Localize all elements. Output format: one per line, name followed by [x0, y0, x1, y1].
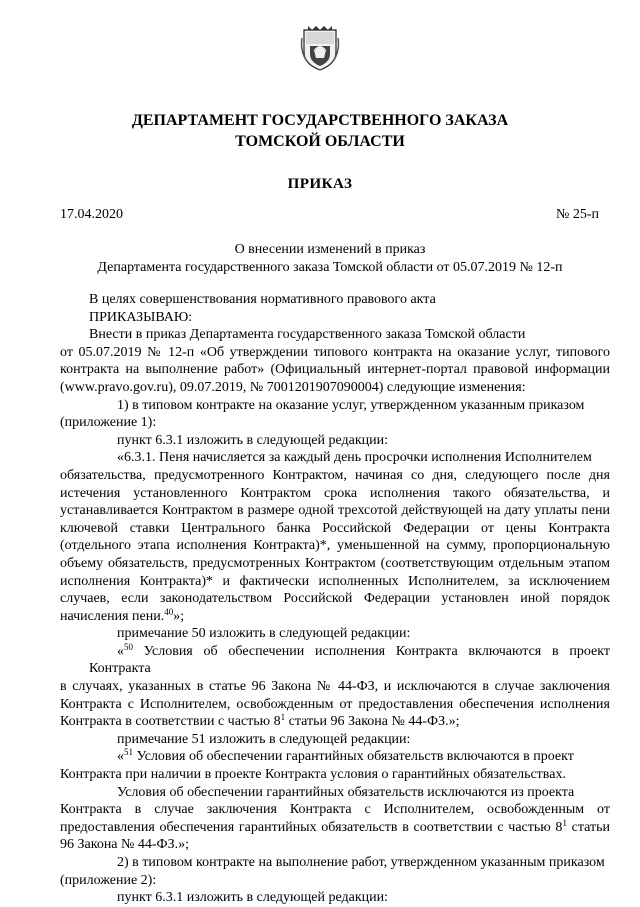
- item-2: 2) в типовом контракте на выполнение работ, утвержденном указанным приказом: [117, 855, 605, 870]
- document-subject: [60, 241, 600, 277]
- subject-line1: О внесении изменений в приказ: [234, 242, 426, 257]
- coat-of-arms-icon: [300, 24, 340, 72]
- clause-intro: пункт 6.3.1 изложить в следующей редакции:: [117, 432, 388, 448]
- document-number: № 25-п: [555, 207, 599, 222]
- note-51-second-continuation: Контракта в случае заключения Контракта с Исполнителем, освобожденным от предоставления обеспечения гарантийных обязательств в соответствии с частью $8^1$ статьи 96 Закона № 44-ФЗ.»;: [60, 802, 610, 853]
- organization-name-line2: ТОМСКОЙ ОБЛАСТИ: [235, 133, 405, 150]
- item-2-continuation: (приложение 2):: [60, 872, 157, 888]
- note-51-second-paragraph: Условия об обеспечении гарантийных обязательств исключаются из проекта: [117, 784, 575, 800]
- footnote-ref-51: 51: [124, 747, 133, 758]
- organization-name-line1: ДЕПАРТАМЕНТ ГОСУДАРСТВЕННОГО ЗАКАЗА: [131, 112, 509, 129]
- footnote-ref-50: 50: [124, 641, 133, 652]
- footnote-ref-40: 40: [164, 606, 174, 617]
- intro-continuation: от 05.07.2019 № 12-п «Об утверждении типового контракта на оказание услуг, типового контракта на выполнение работ» (Официальный интернет-портал правовой информации (www.pravo.gov.ru), 09.07.2019, № 7001201907090004) следующие изменения:: [60, 344, 610, 395]
- clause-2-intro: пункт 6.3.1 изложить в следующей редакции:: [117, 890, 388, 906]
- document-body: [60, 291, 610, 907]
- note-51-intro: примечание 51 изложить в следующей редакции:: [117, 731, 411, 747]
- item-1: 1) в типовом контракте на оказание услуг, утвержденном указанным приказом: [117, 397, 585, 413]
- note-51-text: «$^{51}$ Условия об обеспечении гарантийных обязательств включаются в проект: [117, 747, 574, 765]
- clause-continuation: обязательства, предусмотренного Контрактом, начиная со дня, следующего после дня истечения установленного Контрактом срока исполнения такого обязательства, и устанавливается Контрактом в размере одной трехсотой действующей на дату уплаты пени ключевой ставки Центрального банка Российской Федерации от цены Контракта (отдельного этапа исполнения Контракта)*, уменьшенной на сумму, пропорциональную объему обязательств, предусмотренных Контрактом (соответствующим отдельным этапом исполнения Контракта)* и фактически исполненных Исполнителем, за исключением случаев, если законодательством Российской Федерации установлен иной порядок начисления пени.$^{40}$»;: [60, 467, 610, 624]
- item-1-continuation: (приложение 1):: [60, 415, 157, 431]
- note-50-intro: примечание 50 изложить в следующей редакции:: [117, 626, 411, 642]
- note-50-continuation: в случаях, указанных в статье 96 Закона № 44-ФЗ, и исключаются в случае заключения Контракта с Исполнителем, освобожденным от предоставления обеспечения исполнения Контракта в соответствии с частью $8^1$ статьи 96 Закона № 44-ФЗ.»;: [60, 679, 610, 730]
- document-type: ПРИКАЗ: [287, 176, 353, 192]
- clause-text: «6.3.1. Пеня начисляется за каждый день просрочки исполнения Исполнителем: [117, 450, 592, 466]
- preamble: В целях совершенствования нормативного правового акта: [89, 292, 436, 307]
- order-word: ПРИКАЗЫВАЮ:: [89, 309, 193, 325]
- note-50-text: «$^{50}$ Условия об обеспечении исполнения Контракта включаются в проект Контракта: [89, 641, 610, 677]
- document-date: 17.04.2020: [60, 207, 123, 222]
- subject-line2: Департамента государственного заказа Томской области от 05.07.2019 № 12-п: [97, 260, 563, 275]
- intro-paragraph: Внести в приказ Департамента государственного заказа Томской области: [89, 327, 526, 343]
- note-51-continuation: Контракта при наличии в проекте Контракта условия о гарантийных обязательствах.: [60, 767, 566, 783]
